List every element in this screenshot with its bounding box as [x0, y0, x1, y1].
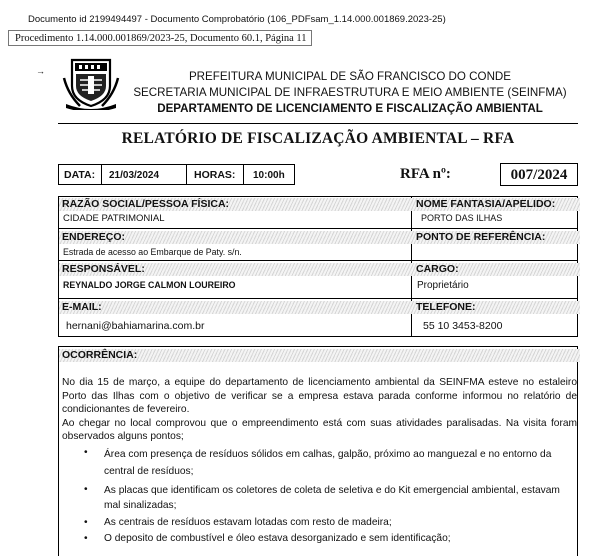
- margin-mark: →: [36, 66, 45, 76]
- date-label-cell: [58, 164, 102, 185]
- document-id-line: Documento id 2199494497 - Documento Comprobatório (106_PDFsam_1.14.000.001869.2023-25): [28, 14, 446, 25]
- row-divider: [59, 228, 577, 229]
- telefone-value: 55 10 3453-8200: [423, 320, 503, 332]
- date-value: 21/03/2024: [109, 170, 160, 181]
- bullet-icon: •: [84, 446, 88, 458]
- list-item-text: As centrais de resíduos estavam lotadas com resto de madeira;: [104, 516, 392, 528]
- endereco-value: Estrada de acesso ao Embarque de Paty. s/n.: [63, 247, 242, 257]
- razao-social-value: CIDADE PATRIMONIAL: [63, 213, 165, 224]
- ocorrencia-list: [62, 446, 577, 546]
- email-value: hernani@bahiamarina.com.br: [66, 320, 205, 332]
- ponto-referencia-label: PONTO DE REFERÊNCIA:: [413, 231, 580, 244]
- rfa-label: RFA nº:: [400, 166, 451, 182]
- procedure-stamp: Procedimento 1.14.000.001869/2023-25, Documento 60.1, Página 11: [8, 30, 312, 46]
- responsavel-label: RESPONSÁVEL:: [59, 263, 413, 276]
- nome-fantasia-label: NOME FANTASIA/APELIDO:: [413, 198, 580, 211]
- list-item-text: As placas que identificam os coletores de coleta de seletiva e do Kit emergencial ambiental, estavam mal sinalizadas;: [104, 484, 560, 511]
- cargo-label: CARGO:: [413, 263, 580, 276]
- razao-social-label: RAZÃO SOCIAL/PESSOA FÍSICA:: [59, 198, 413, 211]
- ocorrencia-body: [62, 376, 577, 546]
- time-value-cell: [243, 164, 295, 185]
- report-title: RELATÓRIO DE FISCALIZAÇÃO AMBIENTAL – RFA: [121, 130, 515, 147]
- endereco-label: ENDEREÇO:: [59, 231, 413, 244]
- list-item: [62, 532, 577, 546]
- time-label-cell: [186, 164, 244, 185]
- date-label: DATA:: [64, 169, 96, 181]
- rfa-value-cell: [500, 163, 578, 186]
- header-divider: [58, 123, 578, 124]
- bullet-icon: •: [84, 533, 88, 544]
- header-line-prefeitura: PREFEITURA MUNICIPAL DE SÃO FRANCISCO DO CONDE: [188, 70, 512, 83]
- list-item: [62, 516, 577, 530]
- responsavel-value: REYNALDO JORGE CALMON LOUREIRO: [63, 280, 236, 290]
- header-line-departamento: DEPARTAMENTO DE LICENCIAMENTO E FISCALIZAÇÃO AMBIENTAL: [157, 102, 543, 115]
- list-item: [62, 483, 577, 513]
- rfa-value: 007/2024: [510, 167, 568, 183]
- list-item: [62, 446, 577, 480]
- ocorrencia-paragraph-1: No dia 15 de março, a equipe do departamento de licenciamento ambiental da SEINFMA esteve no estaleiro Porto das Ilhas com o objetivo de verificar se a empresa estava parada conforme informou no relatório de condicionantes de fevereiro.: [62, 377, 577, 415]
- time-label: HORAS:: [194, 169, 236, 181]
- list-item-text: O deposito de combustível e óleo estava desorganizado e sem identificação;: [104, 533, 451, 544]
- bullet-icon: •: [84, 516, 88, 528]
- row-divider: [59, 298, 577, 299]
- ocorrencia-label: OCORRÊNCIA:: [59, 349, 580, 362]
- email-label: E-MAIL:: [59, 301, 413, 314]
- bullet-icon: •: [84, 483, 88, 495]
- cargo-value: Proprietário: [417, 280, 469, 291]
- row-divider: [59, 260, 577, 261]
- date-value-cell: [101, 164, 187, 185]
- list-item-text: Área com presença de resíduos sólidos em calhas, galpão, próximo ao manguezal e no entorno da central de resíduos;: [104, 448, 552, 477]
- fields-table: [58, 196, 578, 337]
- header-line-secretaria: SECRETARIA MUNICIPAL DE INFRAESTRUTURA E MEIO AMBIENTE (SEINFMA): [133, 86, 567, 99]
- nome-fantasia-value: PORTO DAS ILHAS: [421, 213, 503, 223]
- ocorrencia-paragraph-2: Ao chegar no local comprovou que o empreendimento está com suas atividades paralisadas. Na visita foram observados alguns pontos;: [62, 417, 577, 442]
- telefone-label: TELEFONE:: [413, 301, 580, 314]
- time-value: 10:00h: [253, 170, 285, 181]
- municipal-crest-icon: [62, 56, 120, 110]
